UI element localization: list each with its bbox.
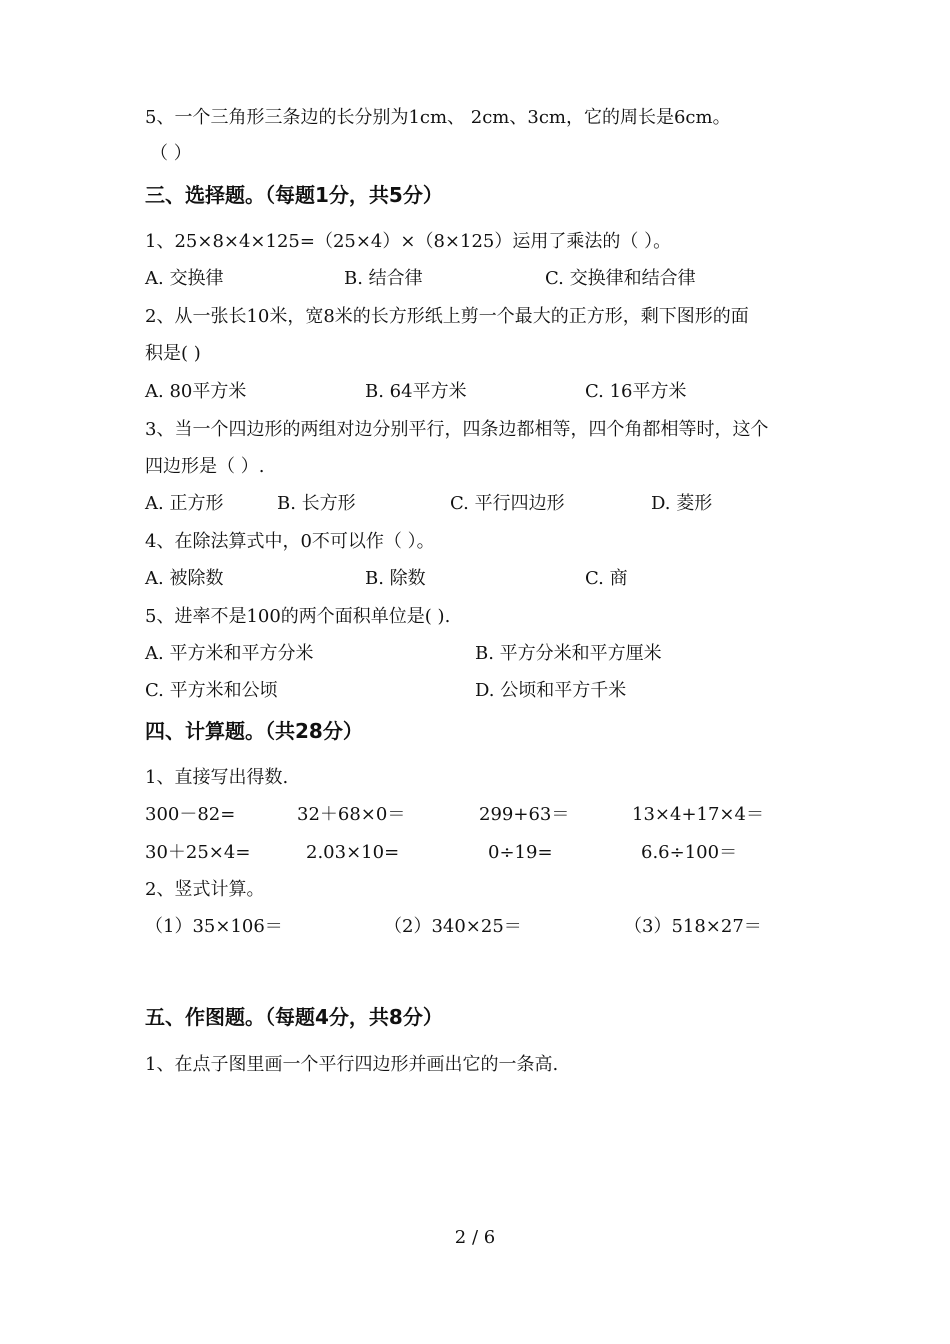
choice-q5-option-b: B. 平方分米和平方厘米 bbox=[475, 643, 662, 664]
choice-q2-option-c: C. 16平方米 bbox=[585, 381, 687, 402]
calc-q2-item: （2）340×25＝ bbox=[384, 916, 522, 937]
calc-q1-item: 2.03×10= bbox=[306, 842, 400, 863]
choice-q3-option-d: D. 菱形 bbox=[651, 493, 713, 514]
drawing-q1-text: 1、在点子图里画一个平行四边形并画出它的一条高. bbox=[145, 1054, 559, 1075]
choice-q3-option-c: C. 平行四边形 bbox=[450, 493, 565, 514]
choice-q1-text: 1、25×8×4×125=（25×4）×（8×125）运用了乘法的（ ）。 bbox=[145, 231, 672, 252]
choice-q1-option-b: B. 结合律 bbox=[344, 268, 423, 289]
calc-q1-item: 6.6÷100＝ bbox=[641, 842, 738, 863]
calc-q2-text: 2、竖式计算。 bbox=[145, 879, 265, 900]
section-5-title: 五、作图题。（每题4分，共8分） bbox=[145, 1005, 443, 1029]
choice-q4-option-a: A. 被除数 bbox=[145, 568, 224, 589]
calc-q1-item: 30＋25×4= bbox=[145, 842, 251, 863]
choice-q5-text: 5、进率不是100的两个面积单位是( ). bbox=[145, 606, 451, 627]
choice-q4-option-b: B. 除数 bbox=[365, 568, 426, 589]
choice-q1-option-c: C. 交换律和结合律 bbox=[545, 268, 696, 289]
choice-q4-text: 4、在除法算式中，0不可以作（ ）。 bbox=[145, 531, 435, 552]
choice-q2-line1: 2、从一张长10米，宽8米的长方形纸上剪一个最大的正方形，剩下图形的面 bbox=[145, 306, 749, 327]
judge-q5-answer-blank: （ ） bbox=[150, 143, 192, 164]
calc-q1-item: 32＋68×0＝ bbox=[297, 804, 406, 825]
page-number: 2 / 6 bbox=[454, 1227, 496, 1248]
choice-q5-option-d: D. 公顷和平方千米 bbox=[475, 680, 627, 701]
choice-q5-option-c: C. 平方米和公顷 bbox=[145, 680, 278, 701]
choice-q3-line1: 3、当一个四边形的两组对边分别平行，四条边都相等，四个角都相等时，这个 bbox=[145, 419, 769, 440]
calc-q2-item: （1）35×106＝ bbox=[145, 916, 283, 937]
calc-q2-item: （3）518×27＝ bbox=[624, 916, 762, 937]
calc-q1-item: 300－82= bbox=[145, 804, 236, 825]
choice-q2-option-b: B. 64平方米 bbox=[365, 381, 467, 402]
choice-q3-option-a: A. 正方形 bbox=[145, 493, 224, 514]
judge-q5-line1: 5、一个三角形三条边的长分别为1cm、 2cm、3cm，它的周长是6cm。 bbox=[145, 107, 731, 128]
calc-q1-text: 1、直接写出得数. bbox=[145, 767, 289, 788]
choice-q2-line2: 积是( ) bbox=[145, 343, 201, 364]
calc-q1-item: 0÷19= bbox=[488, 842, 553, 863]
choice-q3-line2: 四边形是（ ）. bbox=[145, 456, 265, 477]
choice-q5-option-a: A. 平方米和平方分米 bbox=[145, 643, 314, 664]
choice-q1-option-a: A. 交换律 bbox=[145, 268, 224, 289]
section-3-title: 三、选择题。（每题1分，共5分） bbox=[145, 183, 443, 207]
calc-q1-item: 299+63＝ bbox=[479, 804, 570, 825]
choice-q2-option-a: A. 80平方米 bbox=[145, 381, 247, 402]
section-4-title: 四、计算题。（共28分） bbox=[145, 719, 363, 743]
calc-q1-item: 13×4+17×4＝ bbox=[632, 804, 764, 825]
choice-q4-option-c: C. 商 bbox=[585, 568, 628, 589]
choice-q3-option-b: B. 长方形 bbox=[277, 493, 356, 514]
